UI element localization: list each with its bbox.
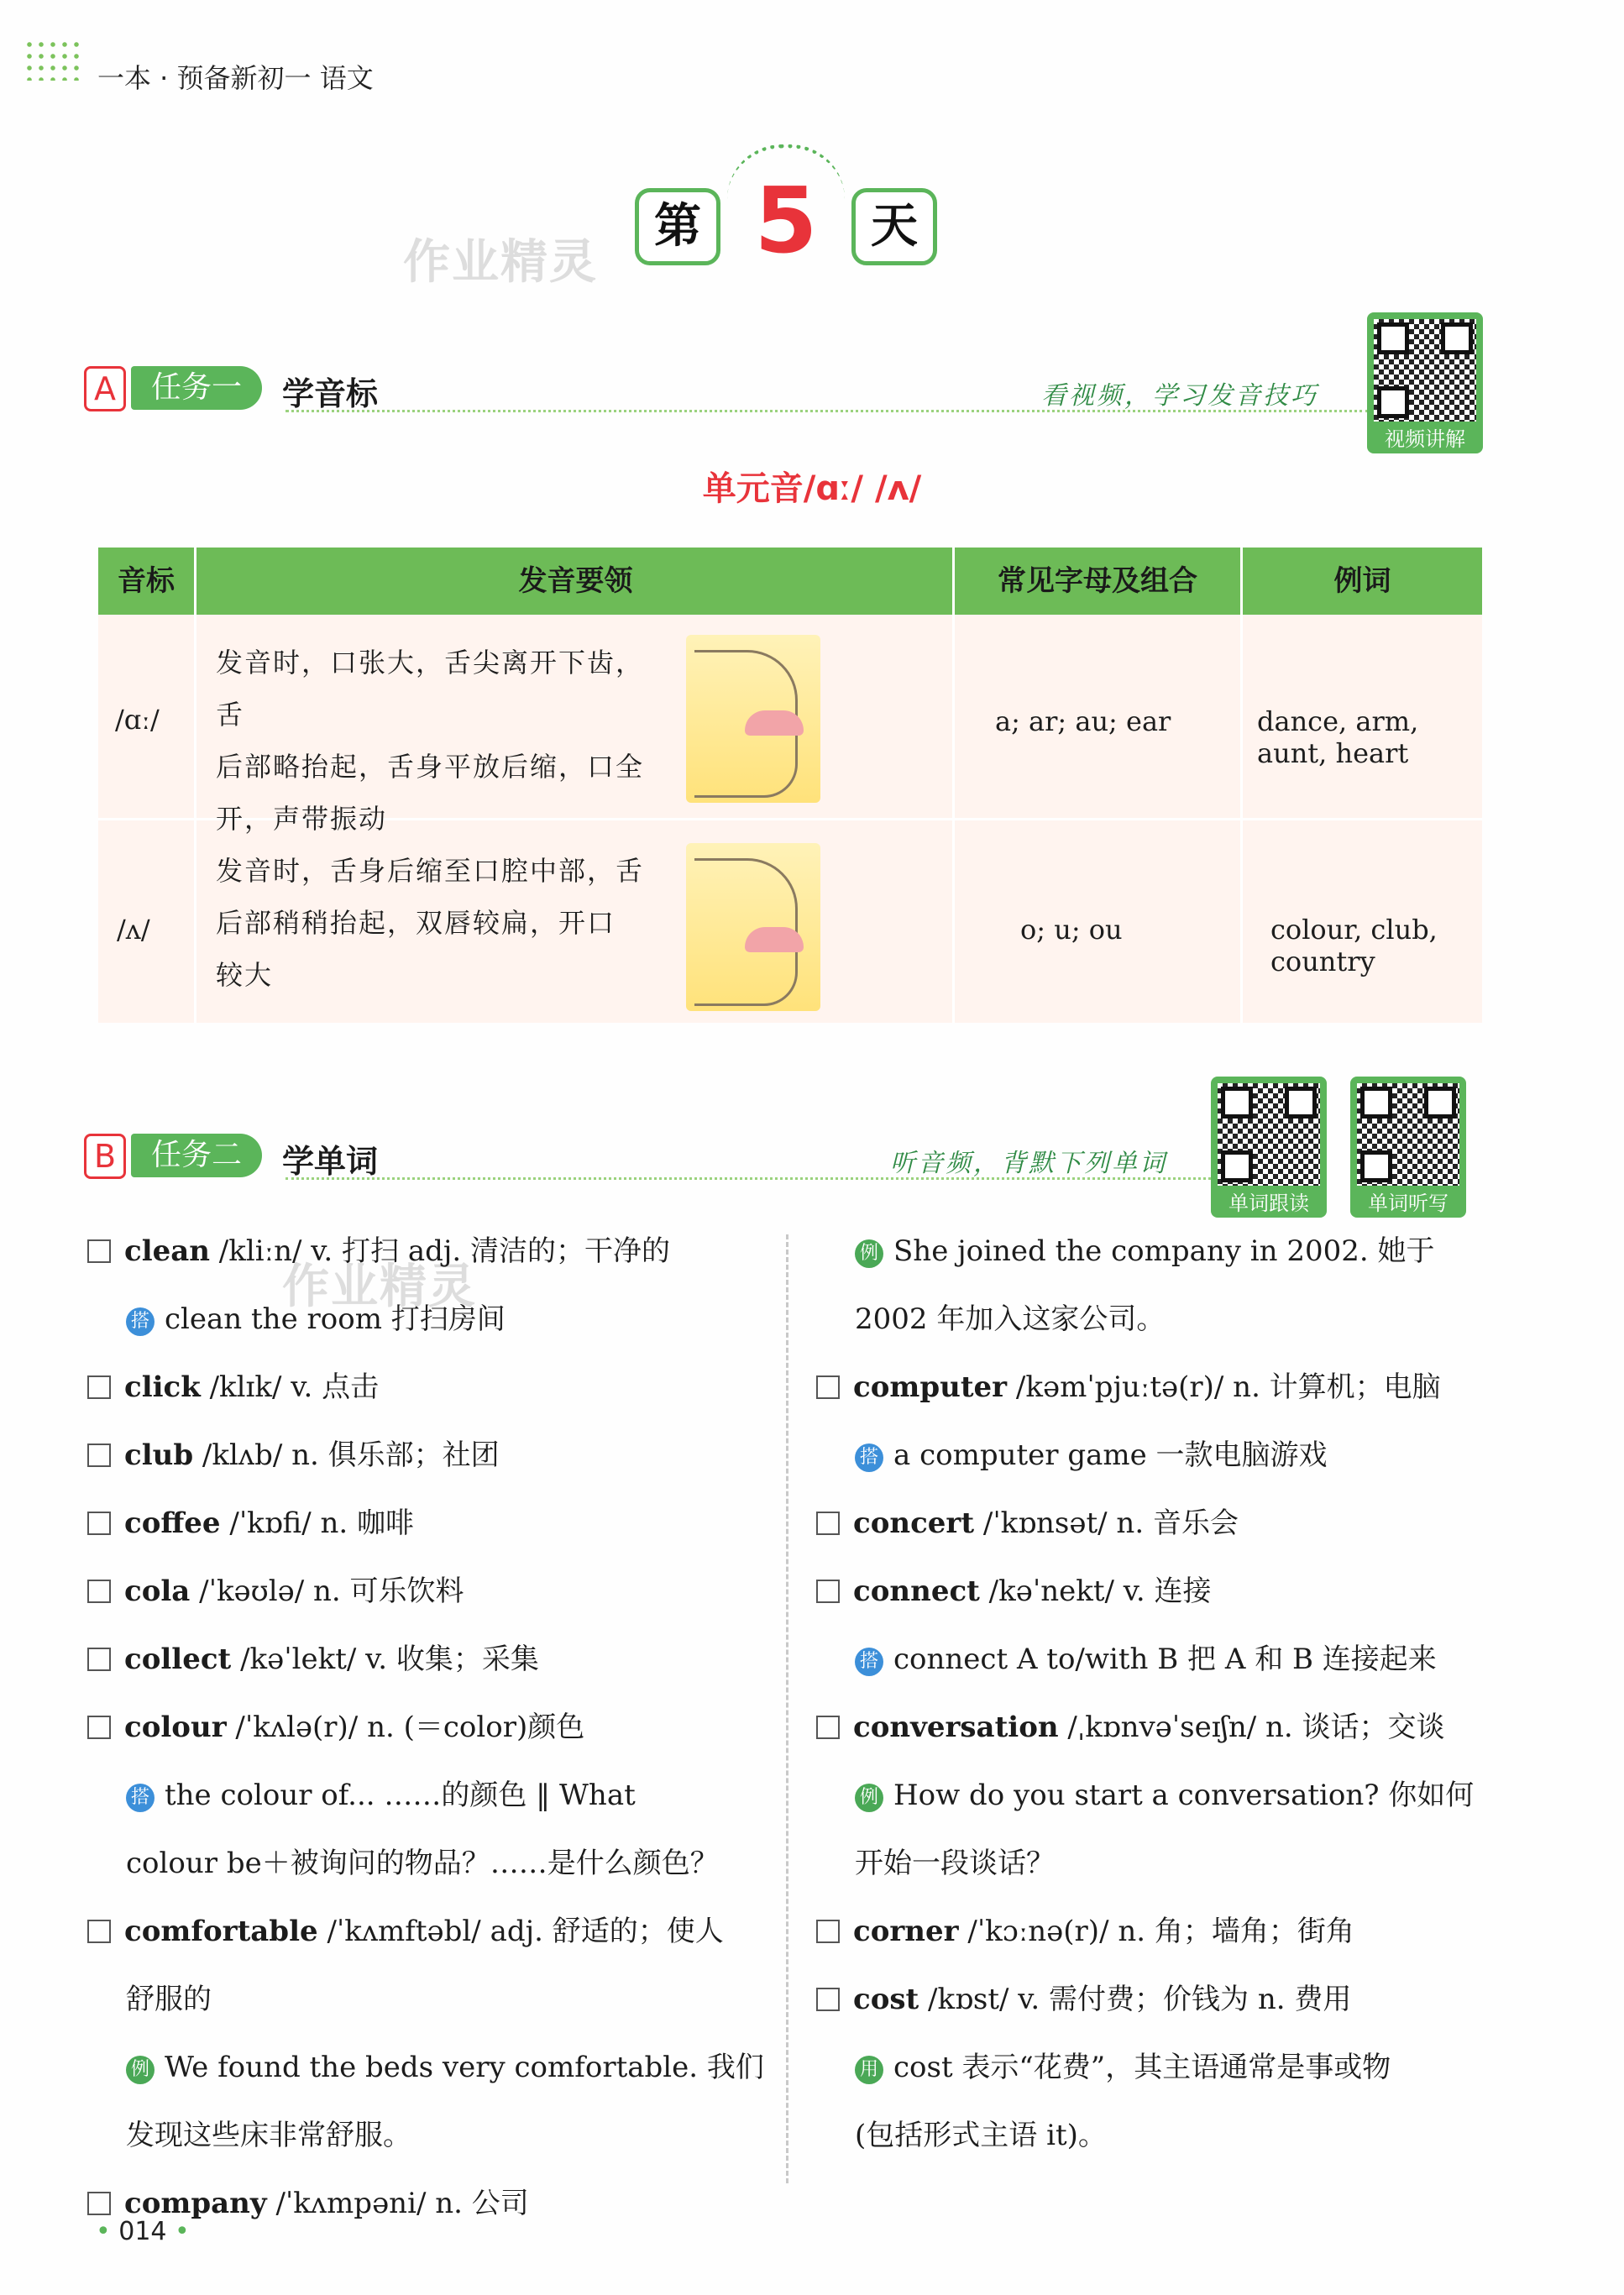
checkbox[interactable] xyxy=(87,1920,111,1943)
note-text: How do you start a conversation? 你如何 xyxy=(893,1779,1475,1812)
page-number xyxy=(96,2217,190,2246)
checkbox[interactable] xyxy=(87,1512,111,1535)
qr-label-video: 视频讲解 xyxy=(1385,427,1465,451)
page-number-text: 014 xyxy=(118,2217,167,2246)
vocab-entry xyxy=(87,1568,464,1609)
qr-label-dictation: 单词听写 xyxy=(1368,1192,1449,1215)
vocab-definition: /kəˈnekt/ v. 连接 xyxy=(979,1575,1212,1608)
vocab-word: conversation xyxy=(853,1711,1059,1744)
continuation-text: colour be＋被询问的物品？……是什么颜色？ xyxy=(126,1847,719,1880)
qr-finder-mark xyxy=(1424,1087,1456,1119)
vocab-definition: /ˈkʌlə(r)/ n. (＝color)颜色 xyxy=(226,1711,585,1744)
vocab-word: clean xyxy=(124,1234,210,1268)
qr-code-follow-read[interactable] xyxy=(1211,1077,1327,1218)
row2-symbol: /ʌ/ xyxy=(117,914,150,946)
header-letters: 常见字母及组合 xyxy=(998,564,1197,598)
row1-examples: dance, arm, aunt, heart xyxy=(1257,705,1419,769)
watermark-top: 作业精灵 xyxy=(403,235,598,290)
vocab-definition: /kɒst/ v. 需付费；价钱为 n. 费用 xyxy=(919,1983,1352,2016)
qr-finder-mark xyxy=(1360,1087,1392,1119)
vocab-definition: /ˌkɒnvəˈseɪʃn/ n. 谈话；交谈 xyxy=(1058,1711,1445,1744)
qr-code-pattern xyxy=(1218,1083,1320,1186)
header-examples: 例词 xyxy=(1333,564,1391,598)
row2-description xyxy=(216,845,661,1001)
qr-code-pattern xyxy=(1374,319,1476,422)
vocab-continuation xyxy=(855,1840,1055,1881)
checkbox[interactable] xyxy=(87,1648,111,1671)
checkbox[interactable] xyxy=(87,1580,111,1603)
vocab-note xyxy=(855,2044,1391,2085)
note-tag-icon: 搭 xyxy=(126,1307,155,1336)
qr-finder-mark xyxy=(1221,1087,1253,1119)
vocab-entry xyxy=(87,1908,724,1949)
header-dots-decoration xyxy=(24,39,82,81)
vocab-word: cost xyxy=(853,1983,919,2016)
section-a-tag: 任务一 xyxy=(131,366,262,410)
vocab-entry xyxy=(87,1500,414,1541)
row1-desc-line: 后部略抬起，舌身平放后缩，口全 xyxy=(216,751,645,783)
vocab-definition: /klɪk/ v. 点击 xyxy=(200,1370,380,1404)
note-tag-icon: 搭 xyxy=(126,1784,155,1812)
section-a-letter: A xyxy=(84,366,126,411)
checkbox[interactable] xyxy=(816,1580,840,1603)
day-number: 5 xyxy=(754,169,818,274)
note-text: connect A to/with B 把 A 和 B 连接起来 xyxy=(893,1643,1437,1676)
vocab-definition: /klʌb/ n. 俱乐部；社团 xyxy=(193,1438,500,1472)
vocab-definition: /ˈkʌmftəbl/ adj. 舒适的；使人 xyxy=(317,1915,724,1948)
note-tag-icon: 搭 xyxy=(855,1444,883,1472)
note-tag-icon: 用 xyxy=(855,2056,883,2084)
section-b-title: 学单词 xyxy=(282,1143,379,1180)
vocab-definition: /ˈkɔːnə(r)/ n. 角；墙角；街角 xyxy=(958,1915,1354,1948)
checkbox[interactable] xyxy=(87,1375,111,1399)
vocab-continuation xyxy=(855,1296,1165,1337)
row1-description xyxy=(216,637,661,845)
vocab-definition: /kliːn/ v. 打扫 adj. 清洁的；干净的 xyxy=(210,1234,671,1268)
vocab-entry xyxy=(816,1568,1212,1609)
continuation-text: 发现这些床非常舒服。 xyxy=(126,2119,411,2152)
qr-finder-mark xyxy=(1377,322,1409,354)
column-divider xyxy=(952,548,955,1023)
row2-desc-line: 较大 xyxy=(216,959,274,991)
column-divider-dashed xyxy=(786,1234,788,2183)
day-badge-left: 第 xyxy=(635,188,720,265)
section-b-tag: 任务二 xyxy=(131,1134,262,1177)
vocab-definition: /kəmˈpjuːtə(r)/ n. 计算机；电脑 xyxy=(1007,1370,1441,1404)
note-text: a computer game 一款电脑游戏 xyxy=(893,1438,1328,1472)
vocab-entry xyxy=(87,1704,584,1745)
vocab-entry xyxy=(87,1364,379,1405)
row1-symbol: /ɑː/ xyxy=(115,704,160,736)
qr-finder-mark xyxy=(1360,1150,1392,1182)
row2-desc-line: 发音时，舌身后缩至口腔中部，舌 xyxy=(216,855,645,887)
vocab-word: comfortable xyxy=(124,1915,318,1948)
qr-code-pattern xyxy=(1357,1083,1459,1186)
tongue-shape xyxy=(745,710,804,736)
note-text: clean the room 打扫房间 xyxy=(165,1302,506,1336)
vocab-entry xyxy=(816,1364,1441,1405)
checkbox[interactable] xyxy=(816,1512,840,1535)
vocab-note xyxy=(855,1772,1474,1813)
watermark-mid: 作业精灵 xyxy=(282,1260,477,1314)
note-text: We found the beds very comfortable. 我们 xyxy=(165,2051,764,2084)
checkbox[interactable] xyxy=(816,1920,840,1943)
vocab-entry xyxy=(816,1704,1445,1745)
row2-examples: colour, club, country xyxy=(1270,914,1438,977)
section-a-title: 学音标 xyxy=(282,375,379,412)
header-symbol: 音标 xyxy=(118,564,175,598)
vocab-entry xyxy=(816,1500,1239,1541)
note-tag-icon: 例 xyxy=(126,2056,155,2084)
book-title: 一本 · 预备新初一 语文 xyxy=(97,62,374,94)
vocab-word: connect xyxy=(853,1575,980,1608)
page-number-dot: • xyxy=(96,2217,119,2246)
vocab-word: collect xyxy=(124,1643,232,1676)
checkbox[interactable] xyxy=(87,1716,111,1739)
vocab-word: club xyxy=(124,1438,194,1472)
note-text: She joined the company in 2002. 她于 xyxy=(893,1234,1435,1268)
vocab-entry xyxy=(87,1228,670,1269)
header-tips: 发音要领 xyxy=(518,564,633,598)
table-header-row xyxy=(98,548,1482,615)
checkbox[interactable] xyxy=(816,1988,840,2011)
vocab-entry xyxy=(87,1636,539,1677)
continuation-text: 2002 年加入这家公司。 xyxy=(855,1302,1166,1336)
vocab-definition: /ˈkəʊlə/ n. 可乐饮料 xyxy=(190,1575,464,1608)
row2-letters: o; u; ou xyxy=(1020,914,1123,946)
continuation-text: 开始一段谈话？ xyxy=(855,1847,1055,1880)
qr-finder-mark xyxy=(1221,1150,1253,1182)
qr-finder-mark xyxy=(1377,386,1409,418)
qr-code-video[interactable] xyxy=(1367,312,1483,453)
page-number-dot: • xyxy=(166,2217,190,2246)
tongue-shape xyxy=(745,927,804,952)
vocab-continuation xyxy=(126,2112,411,2153)
vocab-note xyxy=(855,1636,1437,1677)
vocab-word: company xyxy=(124,2187,267,2220)
vocab-word: colour xyxy=(124,1711,227,1744)
column-divider xyxy=(194,548,196,1023)
column-divider xyxy=(1240,548,1243,1023)
note-tag-icon: 例 xyxy=(855,1239,883,1268)
vocab-word: corner xyxy=(853,1915,959,1948)
vocab-note xyxy=(855,1228,1435,1269)
mouth-diagram-2 xyxy=(686,843,820,1011)
vocab-note xyxy=(855,1432,1328,1473)
vowel-title: 单元音/ɑː/ /ʌ/ xyxy=(702,469,922,508)
note-text: cost 表示“花费”，其主语通常是事或物 xyxy=(893,2051,1391,2084)
row1-desc-line: 开，声带振动 xyxy=(216,803,388,835)
checkbox[interactable] xyxy=(87,1444,111,1467)
vocab-entry xyxy=(87,2180,529,2221)
vocab-note xyxy=(126,1296,506,1337)
vocab-continuation xyxy=(855,2112,1107,2153)
section-b-letter: B xyxy=(84,1134,126,1179)
qr-label-follow-read: 单词跟读 xyxy=(1228,1192,1309,1215)
vocab-definition: /ˈkɒnsət/ n. 音乐会 xyxy=(974,1506,1239,1540)
vocab-entry xyxy=(87,1432,500,1473)
day-badge xyxy=(635,169,937,274)
checkbox[interactable] xyxy=(816,1716,840,1739)
checkbox[interactable] xyxy=(87,2192,111,2215)
qr-finder-mark xyxy=(1285,1087,1317,1119)
continuation-text: 舒服的 xyxy=(126,1983,212,2016)
vocab-definition: /ˈkɒfi/ n. 咖啡 xyxy=(220,1506,414,1540)
phonetic-table xyxy=(98,548,1482,1023)
continuation-text: (包括形式主语 it)。 xyxy=(855,2119,1107,2152)
vocab-word: cola xyxy=(124,1575,191,1608)
vocab-definition: /kəˈlekt/ v. 收集；采集 xyxy=(231,1643,539,1676)
vocab-note xyxy=(126,2044,764,2085)
section-a-note: 看视频，学习发音技巧 xyxy=(1041,381,1318,411)
checkbox[interactable] xyxy=(87,1239,111,1263)
vocab-note xyxy=(126,1772,636,1813)
vocab-definition: /ˈkʌmpəni/ n. 公司 xyxy=(266,2187,529,2220)
note-tag-icon: 例 xyxy=(855,1784,883,1812)
row1-letters: a; ar; au; ear xyxy=(995,705,1171,737)
day-badge-right: 天 xyxy=(851,188,937,265)
vocab-word: click xyxy=(124,1370,201,1404)
vocab-continuation xyxy=(126,1840,719,1881)
vocab-entry xyxy=(816,1976,1351,2017)
vocab-word: computer xyxy=(853,1370,1008,1404)
note-tag-icon: 搭 xyxy=(855,1648,883,1676)
checkbox[interactable] xyxy=(816,1375,840,1399)
mouth-diagram-1 xyxy=(686,635,820,803)
vocab-entry xyxy=(816,1908,1354,1949)
vocab-word: coffee xyxy=(124,1506,221,1540)
row2-desc-line: 后部稍稍抬起，双唇较扁，开口 xyxy=(216,907,616,939)
section-a-header xyxy=(84,363,1503,413)
vocab-word: concert xyxy=(853,1506,975,1540)
vocab-continuation xyxy=(126,1976,212,2017)
qr-finder-mark xyxy=(1441,322,1473,354)
qr-code-dictation[interactable] xyxy=(1350,1077,1466,1218)
row1-desc-line: 发音时，口张大，舌尖离开下齿，舌 xyxy=(216,647,645,731)
section-b-note: 听音频，背默下列单词 xyxy=(890,1149,1167,1178)
note-text: the colour of... ……的颜色 ‖ What xyxy=(165,1779,636,1812)
